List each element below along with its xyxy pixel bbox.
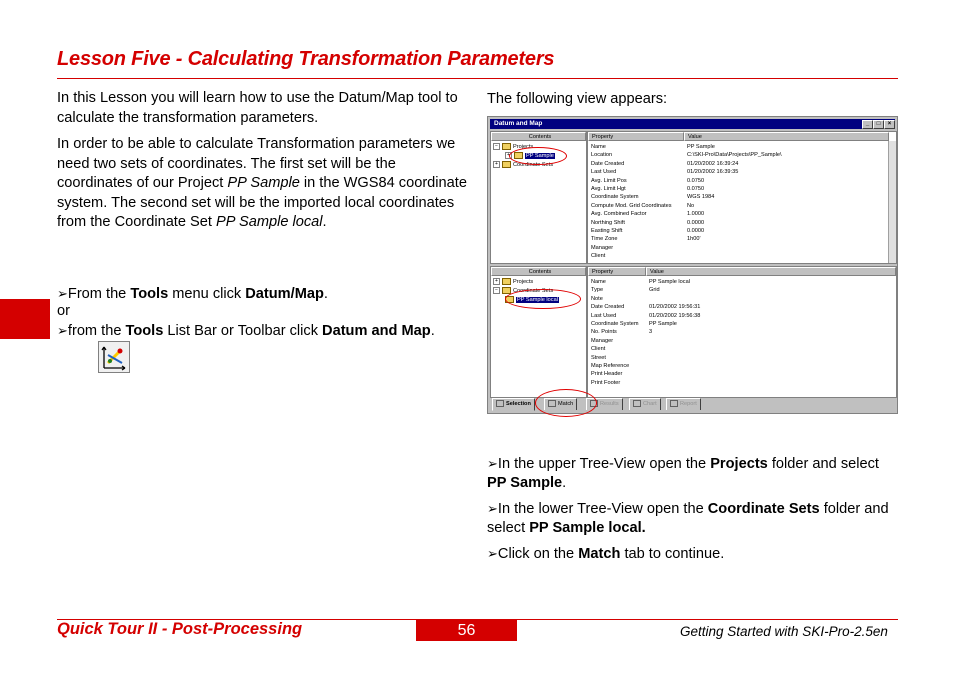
property-value[interactable]: 0.0000 — [687, 219, 705, 226]
upper-scrollbar[interactable] — [888, 141, 896, 263]
tab-selection[interactable]: Selection — [492, 398, 535, 411]
tree-node-coordinate-sets[interactable]: − Coordinate Sets — [493, 287, 553, 295]
step-from-tools-menu: ➢From the Tools menu click Datum/Map. — [57, 286, 328, 302]
highlight-circle — [505, 289, 581, 309]
property-name[interactable]: Client — [591, 346, 606, 353]
property-value[interactable]: PP Sample local — [649, 279, 690, 285]
side-marker — [0, 299, 50, 339]
tab-report[interactable]: Report — [666, 398, 701, 410]
property-name[interactable]: Name — [591, 279, 606, 285]
match-tab-highlight — [535, 389, 597, 417]
lower-tree-header[interactable]: Contents — [491, 267, 586, 276]
lower-property-grid[interactable] — [587, 266, 897, 398]
step-open-coordinate-sets: ➢In the lower Tree-View open the Coordinate Sets folder and select PP Sample local. — [487, 501, 889, 537]
left-intro-block — [57, 89, 472, 233]
property-name[interactable]: Easting Shift — [591, 228, 623, 234]
property-name[interactable]: Date Created — [591, 160, 625, 167]
tab-results[interactable]: Results — [586, 398, 623, 410]
property-value[interactable]: No — [687, 202, 695, 209]
window-titlebar — [490, 119, 895, 129]
property-value[interactable]: 01/20/2002 19:56:31 — [649, 304, 701, 311]
step-click-match: ➢Click on the Match tab to continue. — [487, 546, 725, 562]
upper-tree-view[interactable] — [490, 131, 587, 264]
property-value[interactable]: 01/20/2002 16:39:35 — [687, 169, 739, 176]
tree-node-coordinate-sets[interactable]: + Coordinate Sets — [493, 161, 553, 169]
property-name[interactable]: Type — [591, 287, 604, 294]
property-name[interactable]: Map Reference — [591, 363, 630, 369]
property-value[interactable]: 01/20/2002 16:39:24 — [687, 160, 739, 167]
lower-value-header[interactable]: Value — [646, 267, 896, 276]
property-name[interactable]: Location — [591, 152, 613, 159]
tree-node-pp-sample-local[interactable]: PP Sample local — [505, 296, 559, 304]
lower-tree-view[interactable] — [490, 266, 587, 398]
upper-property-grid[interactable] — [587, 131, 897, 264]
property-value[interactable]: PP Sample — [687, 144, 715, 150]
datum-and-map-window — [487, 116, 898, 414]
page-number: 56 — [416, 620, 517, 641]
footer-section-title: Quick Tour II - Post-Processing — [57, 620, 303, 638]
tree-node-projects[interactable]: + Projects — [493, 278, 533, 286]
property-name[interactable]: Compute Mod. Grid Coordinates — [591, 202, 672, 209]
minimize-button[interactable]: _ — [862, 120, 873, 129]
property-value[interactable]: C:\SKI-Pro\Data\Projects\PP_Sample\ — [687, 152, 782, 159]
property-name[interactable]: Avg. Combined Factor — [591, 211, 647, 218]
property-value[interactable]: 0.0000 — [687, 228, 705, 234]
upper-property-header[interactable]: Property — [588, 132, 684, 141]
property-name[interactable]: Manager — [591, 337, 614, 344]
property-name[interactable]: No. Points — [591, 329, 617, 336]
intro-paragraph: In this Lesson you will learn how to use the Datum/Map tool to calculate the transformation parameters. — [57, 90, 458, 126]
property-name[interactable]: Street — [591, 354, 606, 361]
property-name[interactable]: Note — [591, 295, 603, 302]
property-name[interactable]: Date Created — [591, 304, 625, 311]
tab-chart[interactable]: Chart — [629, 398, 661, 410]
property-value[interactable]: 1.0000 — [687, 211, 705, 218]
tree-node-pp-sample[interactable]: + PP Sample — [505, 152, 555, 160]
property-value[interactable]: 3 — [649, 329, 653, 336]
tree-node-projects[interactable]: − Projects — [493, 143, 533, 151]
property-value[interactable]: WGS 1984 — [687, 194, 715, 201]
property-name[interactable]: Manager — [591, 244, 614, 251]
property-value[interactable]: 0.0750 — [687, 177, 705, 184]
upper-value-header[interactable]: Value — [684, 132, 889, 141]
or-text: or — [57, 303, 70, 319]
property-name[interactable]: Print Footer — [591, 379, 621, 386]
property-value[interactable]: 0.0750 — [687, 186, 705, 192]
property-name[interactable]: Client — [591, 253, 606, 260]
right-intro: The following view appears: — [487, 91, 668, 107]
close-button[interactable]: × — [884, 120, 895, 129]
property-name[interactable]: Time Zone — [591, 236, 618, 243]
upper-tree-header[interactable]: Contents — [491, 132, 586, 141]
window-title: Datum and Map — [494, 120, 543, 127]
header-rule — [57, 78, 898, 79]
datum-map-icon[interactable] — [98, 341, 130, 373]
maximize-button[interactable]: □ — [873, 120, 884, 129]
property-name[interactable]: Last Used — [591, 169, 617, 176]
property-value[interactable]: Grid — [649, 287, 660, 294]
property-value[interactable]: PP Sample — [649, 321, 677, 327]
tab-match[interactable]: Match — [544, 398, 577, 410]
step-from-toolbar: ➢from the Tools List Bar or Toolbar click Datum and Map. — [57, 323, 435, 339]
property-name[interactable]: Avg. Limit Hgt — [591, 186, 626, 192]
property-value[interactable]: 1h00' — [687, 236, 701, 243]
step-open-projects: ➢In the upper Tree-View open the Projects folder and select PP Sample. — [487, 456, 879, 492]
lower-property-header[interactable]: Property — [588, 267, 646, 276]
property-name[interactable]: Print Header — [591, 371, 623, 378]
property-name[interactable]: Coordinate System — [591, 194, 639, 201]
coordinates-paragraph: In order to be able to calculate Transformation parameters we need two sets of coordinates. The first set will be the coordinates of our Project PP Sample in the WGS84 coordinate system. The second set will be the imported local coordinates from the Coordinate Set PP Sample local. — [57, 136, 467, 230]
property-value[interactable]: 01/20/2002 19:56:38 — [649, 312, 701, 319]
property-name[interactable]: Last Used — [591, 312, 617, 319]
property-name[interactable]: Northing Shift — [591, 219, 625, 226]
property-name[interactable]: Name — [591, 144, 606, 150]
property-name[interactable]: Coordinate System — [591, 321, 639, 327]
highlight-circle — [509, 147, 567, 165]
footer-book-title: Getting Started with SKI-Pro-2.5en — [680, 624, 888, 639]
property-name[interactable]: Avg. Limit Pos — [591, 177, 627, 184]
page-title: Lesson Five - Calculating Transformation Parameters — [57, 48, 555, 70]
